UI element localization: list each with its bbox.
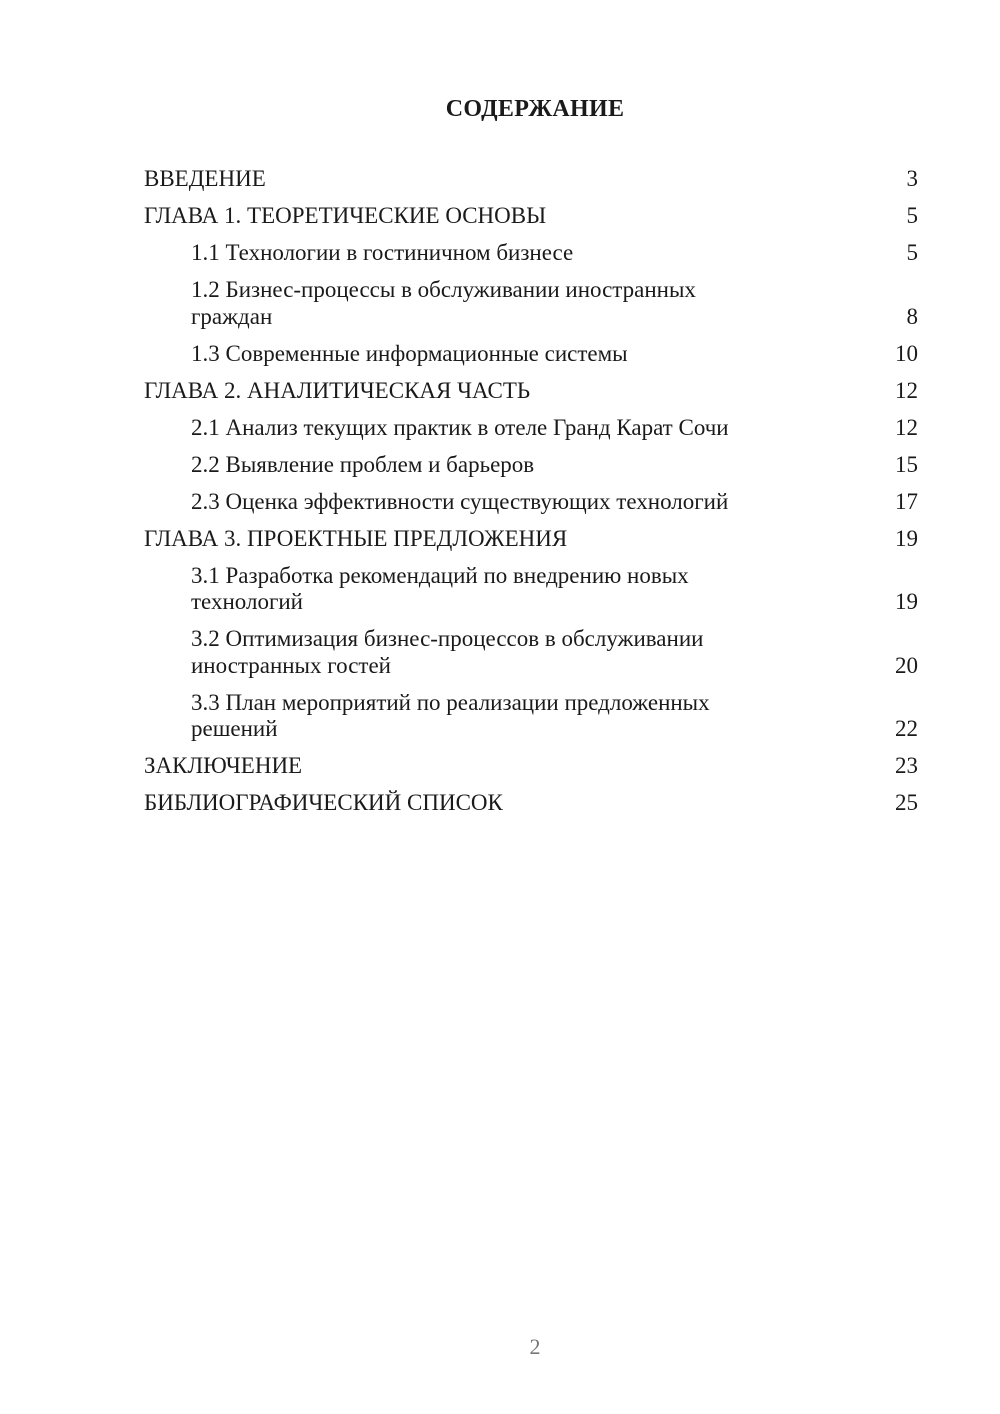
toc-entry-page: 15 <box>895 451 918 477</box>
toc-entry-text: 1.2 Бизнес-процессы в обслуживании иностранных граждан <box>191 277 696 329</box>
toc-entry-text: БИБЛИОГРАФИЧЕСКИЙ СПИСОК <box>144 790 503 815</box>
page-number: 2 <box>529 1334 541 1359</box>
toc-entry-text: 2.2 Выявление проблем и барьеров <box>191 451 535 477</box>
toc-title: СОДЕРЖАНИЕ <box>445 96 625 122</box>
toc-entry-page: 25 <box>895 790 918 815</box>
toc-entry-bibliography[interactable] <box>144 790 918 817</box>
toc-entry-section-1-2[interactable] <box>144 277 918 330</box>
toc-entry-page: 19 <box>895 589 918 614</box>
toc-entry-page: 3 <box>906 166 918 191</box>
toc-entry-page: 22 <box>895 716 918 741</box>
toc-entry-text: 2.3 Оценка эффективности существующих технологий <box>191 488 729 514</box>
toc-entry-section-1-1[interactable] <box>144 240 918 267</box>
toc-entry-page: 20 <box>895 652 918 678</box>
toc-entry-page: 12 <box>895 414 918 440</box>
toc-entry-text: ЗАКЛЮЧЕНИЕ <box>144 753 303 778</box>
toc-entry-section-2-2[interactable] <box>144 452 918 479</box>
toc-entry-section-3-2[interactable] <box>144 626 918 679</box>
toc-entry-page: 23 <box>895 753 918 778</box>
toc-entry-page: 19 <box>895 525 918 551</box>
toc-entry-page: 12 <box>895 377 918 403</box>
toc-entry-page: 5 <box>906 240 918 265</box>
toc-entry-text: 3.2 Оптимизация бизнес-процессов в обслуживании иностранных гостей <box>191 626 704 678</box>
toc-entry-page: 8 <box>906 303 918 329</box>
toc-entry-text: 3.1 Разработка рекомендаций по внедрению новых технологий <box>191 562 689 614</box>
toc-entry-section-3-3[interactable] <box>144 690 918 743</box>
toc-entry-text: ГЛАВА 2. АНАЛИТИЧЕСКАЯ ЧАСТЬ <box>144 377 531 403</box>
toc-entry-section-2-1[interactable] <box>144 415 918 442</box>
toc-entry-section-2-3[interactable] <box>144 489 918 516</box>
toc-entry-page: 5 <box>906 203 918 228</box>
toc-entry-text: 1.1 Технологии в гостиничном бизнесе <box>191 240 574 265</box>
table-of-contents <box>144 166 918 827</box>
toc-entry-page: 17 <box>895 488 918 514</box>
toc-entry-page: 10 <box>895 340 918 366</box>
toc-entry-chapter-3[interactable] <box>144 526 918 553</box>
toc-entry-text: ГЛАВА 3. ПРОЕКТНЫЕ ПРЕДЛОЖЕНИЯ <box>144 525 568 551</box>
toc-entry-text: 3.3 План мероприятий по реализации предложенных решений <box>191 689 710 741</box>
toc-entry-text: 1.3 Современные информационные системы <box>191 340 628 366</box>
toc-entry-text: ВВЕДЕНИЕ <box>144 166 266 191</box>
toc-entry-introduction[interactable] <box>144 166 918 193</box>
toc-entry-conclusion[interactable] <box>144 753 918 780</box>
toc-entry-text: 2.1 Анализ текущих практик в отеле Гранд Карат Сочи <box>191 414 729 440</box>
toc-entry-chapter-1[interactable] <box>144 203 918 230</box>
toc-entry-section-3-1[interactable] <box>144 563 918 616</box>
toc-entry-section-1-3[interactable] <box>144 341 918 368</box>
toc-entry-text: ГЛАВА 1. ТЕОРЕТИЧЕСКИЕ ОСНОВЫ <box>144 203 547 228</box>
toc-entry-chapter-2[interactable] <box>144 378 918 405</box>
